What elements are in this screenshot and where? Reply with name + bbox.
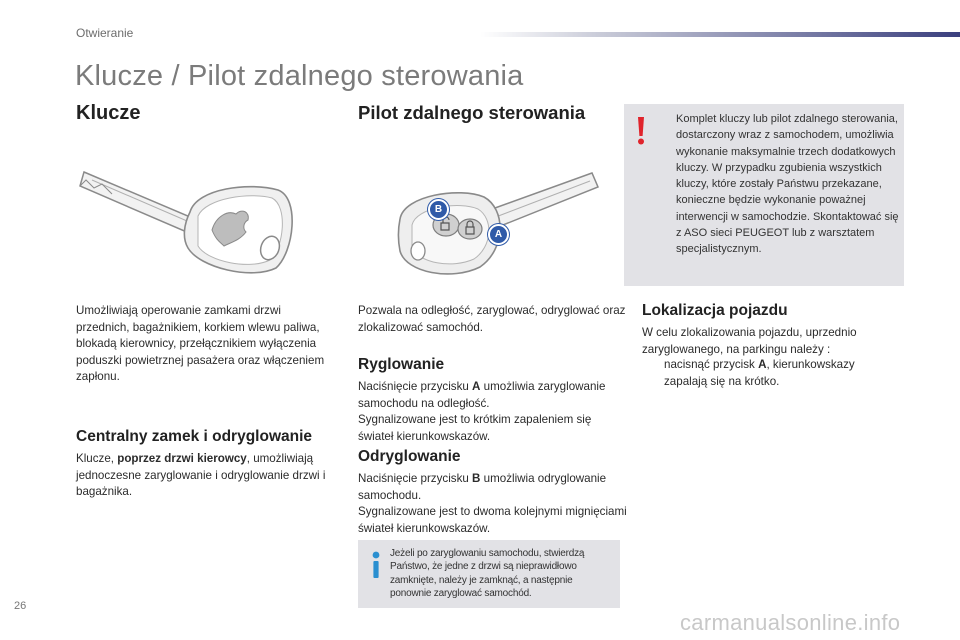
locate-bullet-text: nacisnąć przycisk A, kierunkowskazy zapalają się na krótko. <box>664 358 855 388</box>
info-icon <box>370 550 382 580</box>
keys-description: Umożliwiają operowanie zamkami drzwi przednich, bagażnikiem, korkiem wlewu paliwa, blokadą kierownicy, przełącznikiem wyłączenia poduszki powietrznej pasażera oraz włączeniem zapłonu. <box>76 304 325 383</box>
locate-heading: Lokalizacja pojazdu <box>642 302 788 319</box>
central-locking-heading: Centralny zamek i odryglowanie <box>76 428 313 445</box>
warning-note <box>624 104 904 286</box>
page-number: 26 <box>14 600 27 612</box>
watermark: carmanualsonline.info <box>680 610 901 635</box>
unlocking-description: Naciśnięcie przycisku B umożliwia odryglowanie samochodu. Sygnalizowane jest to dwoma kolejnymi mignięciami świateł kierunkowskazów. <box>358 472 627 535</box>
warning-exclamation-icon <box>634 116 648 146</box>
locate-bullet-item <box>642 357 892 390</box>
locking-description: Naciśnięcie przycisku A umożliwia zaryglowanie samochodu na odległość. Sygnalizowane jest to krótkim zapaleniem się świateł kierunkowskazów. <box>358 380 606 443</box>
locking-heading: Ryglowanie <box>358 356 445 373</box>
remote-illustration <box>360 165 610 285</box>
section-label: Otwieranie <box>76 26 134 40</box>
info-note-text: Jeżeli po zaryglowaniu samochodu, stwierdzą Państwo, że jedne z drzwi są nieprawidłowo zamknięte, należy je zamknąć, a następnie ponownie zaryglować samochód. <box>390 548 585 599</box>
button-a-badge: A <box>488 224 509 245</box>
info-note <box>358 540 620 608</box>
unlocking-heading: Odryglowanie <box>358 448 461 465</box>
key-illustration <box>72 150 322 280</box>
locate-description: W celu zlokalizowania pojazdu, uprzednio zaryglowanego, na parkingu należy : <box>642 326 857 356</box>
keys-heading: Klucze <box>76 102 141 124</box>
button-b-badge: B <box>428 199 449 220</box>
central-locking-description: Klucze, poprzez drzwi kierowcy, umożliwiają jednoczesne zaryglowanie i odryglowanie drzwi i bagażnika. <box>76 452 326 498</box>
page-title: Klucze / Pilot zdalnego sterowania <box>75 60 524 92</box>
header-rule <box>480 32 960 37</box>
remote-heading: Pilot zdalnego sterowania <box>358 102 586 123</box>
remote-description: Pozwala na odległość, zaryglować, odryglować oraz zlokalizować samochód. <box>358 304 626 334</box>
warning-note-text: Komplet kluczy lub pilot zdalnego sterowania, dostarczony wraz z samochodem, umożliwia wykonanie maksymalnie trzech dodatkowych kluczy. W przypadku zgubienia wszystkich kluczy, które zostały Państwu przekazane, konieczne będzie wykonanie poważnej interwencji w samochodzie. Skontaktować się z ASO sieci PEUGEOT lub z warsztatem specjalistycznym. <box>676 113 899 256</box>
bullet-mark <box>642 357 664 390</box>
